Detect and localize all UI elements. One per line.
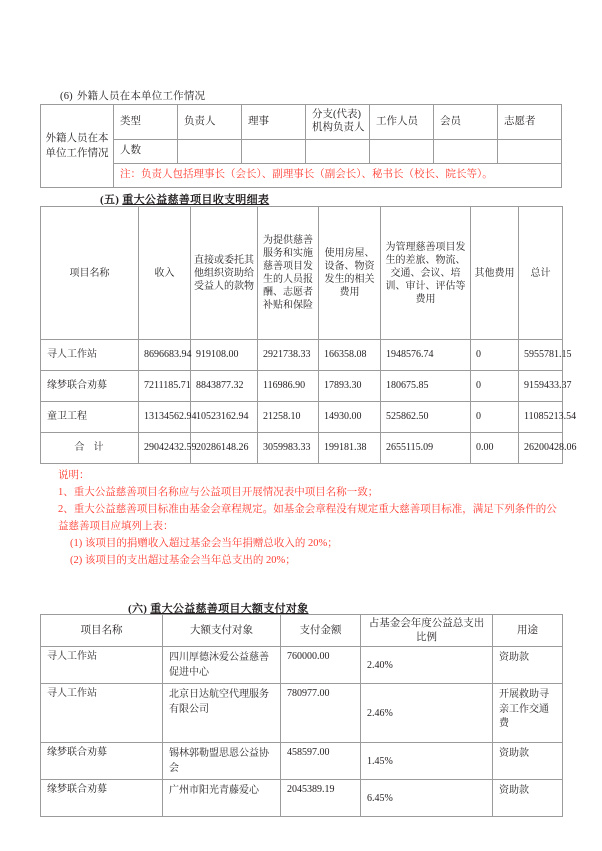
- notes-line-2: 2、重大公益慈善项目标准由基金会章程规定。如基金会章程没有规定重大慈善项目标准，满足下列条件的公益慈善项目应填列上表：: [58, 504, 557, 532]
- column-header-volunteer: 志愿者: [498, 105, 562, 140]
- count-value-staff: [370, 140, 434, 164]
- cell-payment-amount: 2045389.19: [281, 780, 361, 817]
- explanatory-notes: [58, 467, 558, 569]
- foreign-staff-row-label: 外籍人员在本单位工作情况: [41, 105, 114, 188]
- cell-project-name: 童卫工程: [41, 402, 139, 433]
- table-row: [41, 684, 563, 743]
- cell-project-name: 缘梦联合劝募: [41, 743, 163, 780]
- column-header-direct-aid: 直接或委托其他组织资助给受益人的款物: [191, 207, 258, 340]
- column-header-director: 理事: [242, 105, 306, 140]
- notes-heading: 说明：: [58, 470, 90, 481]
- cell-management-cost: 180675.85: [381, 371, 471, 402]
- column-header-staff: 工作人员: [370, 105, 434, 140]
- table-row: [41, 371, 563, 402]
- cell-total-label: 合计: [41, 433, 139, 464]
- cell-payment-target: 北京日达航空代理服务有限公司: [163, 684, 281, 743]
- cell-direct-aid: 919108.00: [191, 340, 258, 371]
- cell-personnel-cost: 116986.90: [258, 371, 319, 402]
- large-payment-table: [40, 614, 563, 817]
- count-value-director: [242, 140, 306, 164]
- major-project-table: [40, 206, 577, 464]
- table-row: [41, 743, 563, 780]
- cell-payment-amount: 780977.00: [281, 684, 361, 743]
- cell-total-management-cost: 2655115.09: [381, 433, 471, 464]
- cell-direct-aid: 8843877.32: [191, 371, 258, 402]
- column-header-member: 会员: [434, 105, 498, 140]
- table-row: [41, 140, 562, 164]
- notes-item-1: (1) 该项目的捐赠收入超过基金会当年捐赠总收入的 20%；: [70, 538, 338, 549]
- table-row: [41, 340, 563, 371]
- cell-income: 8696683.94: [139, 340, 191, 371]
- column-header-use: 用途: [493, 615, 563, 647]
- table-total-row: [41, 433, 563, 464]
- cell-payment-target: 四川厚德沐爱公益慈善促进中心: [163, 647, 281, 684]
- caption-text: 外籍人员在本单位工作情况: [76, 91, 206, 102]
- table-row: [41, 164, 562, 188]
- cell-management-cost: 1948576.74: [381, 340, 471, 371]
- column-header-payment-target: 大额支付对象: [163, 615, 281, 647]
- table-row: [41, 647, 563, 684]
- table-row: [41, 105, 562, 140]
- section-title-text: 重大公益慈善项目收支明细表: [122, 194, 270, 206]
- column-header-project-name: 项目名称: [41, 615, 163, 647]
- count-value-principal: [178, 140, 242, 164]
- cell-total-other-cost: 0.00: [471, 433, 519, 464]
- column-header-personnel-cost: 为提供慈善服务和实施慈善项目发生的人员报酬、志愿者补贴和保险: [258, 207, 319, 340]
- notes-line-1: 1、重大公益慈善项目名称应与公益项目开展情况表中项目名称一致；: [58, 487, 379, 498]
- table-header-row: [41, 207, 563, 340]
- foreign-staff-note: 注：负责人包括理事长（会长）、副理事长（副会长）、秘书长（校长、院长等）。: [114, 164, 562, 188]
- cell-expense-ratio: 1.45%: [361, 743, 493, 780]
- column-header-payment-amount: 支付金额: [281, 615, 361, 647]
- cell-management-cost: 525862.50: [381, 402, 471, 433]
- cell-use: 资助款: [493, 647, 563, 684]
- cell-project-name: 缘梦联合劝募: [41, 780, 163, 817]
- cell-project-name: 缘梦联合劝募: [41, 371, 139, 402]
- cell-personnel-cost: 2921738.33: [258, 340, 319, 371]
- cell-project-name: 寻人工作站: [41, 684, 163, 743]
- cell-income: 7211185.71: [139, 371, 191, 402]
- cell-other-cost: 0: [471, 340, 519, 371]
- cell-facility-cost: 14930.00: [319, 402, 381, 433]
- column-header-principal: 负责人: [178, 105, 242, 140]
- table-header-row: [41, 615, 563, 647]
- section-number: (五): [100, 194, 120, 206]
- cell-payment-amount: 760000.00: [281, 647, 361, 684]
- table-row: [41, 402, 563, 433]
- column-header-branch-principal: 分支(代表)机构负责人: [306, 105, 370, 140]
- column-header-other-cost: 其他费用: [471, 207, 519, 340]
- column-header-project-name: 项目名称: [41, 207, 139, 340]
- cell-facility-cost: 166358.08: [319, 340, 381, 371]
- count-label: 人数: [114, 140, 178, 164]
- section-title-text: 重大公益慈善项目大额支付对象: [150, 603, 309, 615]
- cell-expense-ratio: 6.45%: [361, 780, 493, 817]
- foreign-staff-table: [40, 104, 562, 188]
- column-header-type: 类型: [114, 105, 178, 140]
- cell-project-name: 寻人工作站: [41, 647, 163, 684]
- count-value-branch-principal: [306, 140, 370, 164]
- cell-payment-target: 广州市阳光青藤爱心: [163, 780, 281, 817]
- cell-total-personnel-cost: 3059983.33: [258, 433, 319, 464]
- cell-other-cost: 0: [471, 402, 519, 433]
- cell-use: 开展救助寻亲工作交通费: [493, 684, 563, 743]
- section-number: (六): [128, 603, 148, 615]
- cell-project-name: 寻人工作站: [41, 340, 139, 371]
- column-header-management-cost: 为管理慈善项目发生的差旅、物流、交通、会议、培训、审计、评估等费用: [381, 207, 471, 340]
- cell-total: 5955781.15: [519, 340, 563, 371]
- cell-other-cost: 0: [471, 371, 519, 402]
- cell-total-income: 29042432.59: [139, 433, 191, 464]
- cell-use: 资助款: [493, 780, 563, 817]
- column-header-income: 收入: [139, 207, 191, 340]
- column-header-facility-cost: 使用房屋、设备、物资发生的相关费用: [319, 207, 381, 340]
- caption-number: (6): [60, 91, 73, 102]
- cell-use: 资助款: [493, 743, 563, 780]
- table-row: [41, 780, 563, 817]
- cell-payment-amount: 458597.00: [281, 743, 361, 780]
- cell-total: 11085213.54: [519, 402, 563, 433]
- major-project-section-title: [100, 191, 269, 207]
- cell-total: 9159433.37: [519, 371, 563, 402]
- count-value-volunteer: [498, 140, 562, 164]
- cell-payment-target: 锡林郭勒盟思恩公益协会: [163, 743, 281, 780]
- cell-direct-aid: 10523162.94: [191, 402, 258, 433]
- cell-facility-cost: 17893.30: [319, 371, 381, 402]
- notes-item-2: (2) 该项目的支出超过基金会当年总支出的 20%；: [70, 555, 296, 566]
- cell-income: 13134562.94: [139, 402, 191, 433]
- count-value-member: [434, 140, 498, 164]
- cell-personnel-cost: 21258.10: [258, 402, 319, 433]
- cell-total-facility-cost: 199181.38: [319, 433, 381, 464]
- cell-grand-total: 26200428.06: [519, 433, 563, 464]
- cell-expense-ratio: 2.40%: [361, 647, 493, 684]
- column-header-expense-ratio: 占基金会年度公益总支出比例: [361, 615, 493, 647]
- cell-expense-ratio: 2.46%: [361, 684, 493, 743]
- cell-total-direct-aid: 20286148.26: [191, 433, 258, 464]
- foreign-staff-caption: [60, 88, 205, 103]
- column-header-total: 总计: [519, 207, 563, 340]
